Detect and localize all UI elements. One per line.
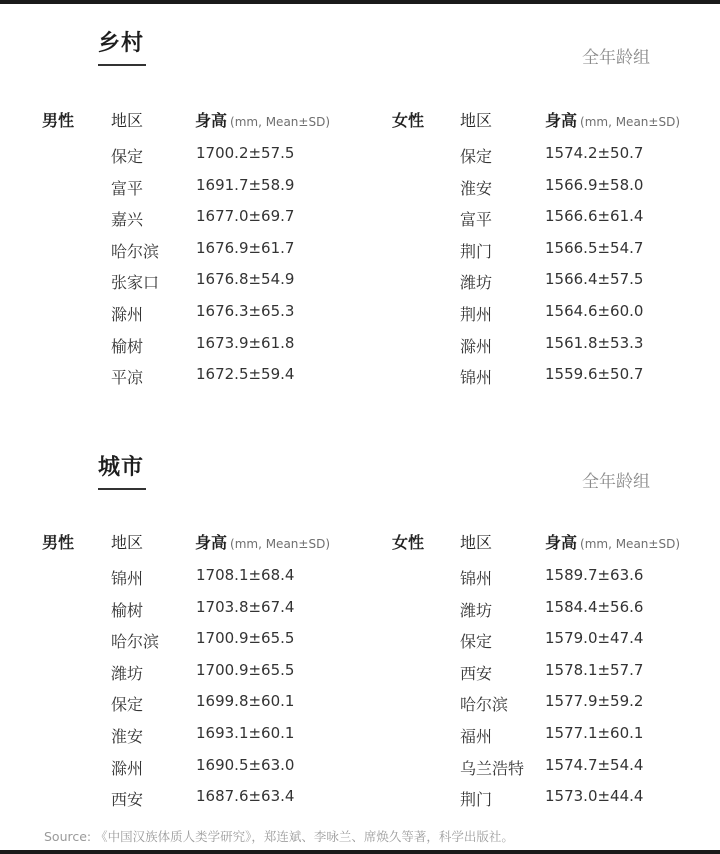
region-cell: 哈尔滨 <box>111 241 160 261</box>
height-value-cell: 1703.8±67.4 <box>196 597 295 616</box>
region-cell: 西安 <box>460 663 493 683</box>
table-row <box>111 598 361 630</box>
table-row <box>460 365 710 397</box>
height-value-cell: 1584.4±56.6 <box>545 597 644 616</box>
height-value-cell: 1699.8±60.1 <box>196 692 295 711</box>
female-rows <box>460 566 710 819</box>
region-cell: 荆门 <box>460 790 493 810</box>
region-cell: 嘉兴 <box>111 210 144 230</box>
region-cell: 滁州 <box>111 304 144 324</box>
table-row <box>460 692 710 724</box>
table-row <box>111 365 361 397</box>
region-cell: 哈尔滨 <box>111 632 160 652</box>
table-row <box>460 176 710 208</box>
age-group-label: 全年龄组 <box>582 48 650 68</box>
height-value-cell: 1693.1±60.1 <box>196 723 295 742</box>
table-row <box>111 756 361 788</box>
table-row <box>460 598 710 630</box>
male-rows <box>111 566 361 819</box>
region-header: 地区 <box>460 111 493 130</box>
height-header <box>545 530 680 553</box>
height-value-cell: 1589.7±63.6 <box>545 566 644 584</box>
female-header: 女性 <box>392 533 425 552</box>
region-cell: 保定 <box>460 147 493 166</box>
height-header <box>195 530 330 553</box>
section-title-underline <box>98 488 146 490</box>
region-cell: 淮安 <box>111 726 144 746</box>
section-title: 城市 <box>98 455 145 480</box>
height-value-cell: 1566.6±61.4 <box>545 207 644 226</box>
height-header <box>195 108 330 131</box>
urban-section <box>0 450 720 820</box>
height-value-cell: 1577.9±59.2 <box>545 692 644 711</box>
height-value-cell: 1574.7±54.4 <box>545 755 644 774</box>
section-title-underline <box>98 64 146 66</box>
male-rows <box>111 144 361 397</box>
height-value-cell: 1673.9±61.8 <box>196 333 295 352</box>
table-row <box>460 787 710 819</box>
table-row <box>460 144 710 176</box>
height-unit: (mm, Mean±SD) <box>230 537 330 551</box>
region-cell: 滁州 <box>111 758 144 778</box>
region-header: 地区 <box>460 533 493 552</box>
height-value-cell: 1559.6±50.7 <box>545 365 644 384</box>
height-header <box>545 108 680 131</box>
region-cell: 锦州 <box>111 569 144 588</box>
region-cell: 锦州 <box>460 569 493 588</box>
height-unit: (mm, Mean±SD) <box>230 115 330 129</box>
height-value-cell: 1579.0±47.4 <box>545 629 644 648</box>
region-cell: 荆州 <box>460 304 493 324</box>
region-cell: 荆门 <box>460 241 493 261</box>
bottom-border <box>0 850 720 854</box>
female-header: 女性 <box>392 111 425 130</box>
table-row <box>111 176 361 208</box>
male-header: 男性 <box>42 111 75 130</box>
height-value-cell: 1690.5±63.0 <box>196 755 295 774</box>
table-row <box>111 270 361 302</box>
region-header: 地区 <box>111 111 144 130</box>
table-row <box>111 661 361 693</box>
height-value-cell: 1700.9±65.5 <box>196 660 295 679</box>
region-cell: 保定 <box>111 695 144 715</box>
region-cell: 潍坊 <box>460 273 493 293</box>
height-value-cell: 1566.5±54.7 <box>545 238 644 257</box>
height-value-cell: 1573.0±44.4 <box>545 787 644 806</box>
table-row <box>460 270 710 302</box>
table-row <box>111 566 361 598</box>
region-cell: 保定 <box>111 147 144 166</box>
height-header-label: 身高 <box>545 533 578 552</box>
rural-section <box>0 26 720 396</box>
table-row <box>111 724 361 756</box>
section-title: 乡村 <box>98 31 145 56</box>
height-value-cell: 1687.6±63.4 <box>196 787 295 806</box>
height-value-cell: 1566.4±57.5 <box>545 270 644 289</box>
height-unit: (mm, Mean±SD) <box>580 115 680 129</box>
region-cell: 潍坊 <box>111 663 144 683</box>
table-row <box>111 144 361 176</box>
female-rows <box>460 144 710 397</box>
table-row <box>460 661 710 693</box>
region-cell: 滁州 <box>460 336 493 356</box>
height-value-cell: 1676.8±54.9 <box>196 270 295 289</box>
height-unit: (mm, Mean±SD) <box>580 537 680 551</box>
table-row <box>460 239 710 271</box>
region-cell: 锦州 <box>460 368 493 388</box>
table-row <box>111 787 361 819</box>
height-value-cell: 1672.5±59.4 <box>196 365 295 384</box>
height-value-cell: 1566.9±58.0 <box>545 175 644 194</box>
region-cell: 淮安 <box>460 178 493 198</box>
table-row <box>460 756 710 788</box>
height-value-cell: 1574.2±50.7 <box>545 144 644 162</box>
region-cell: 张家口 <box>111 273 160 293</box>
table-row <box>111 239 361 271</box>
table-row <box>460 207 710 239</box>
height-value-cell: 1578.1±57.7 <box>545 660 644 679</box>
region-cell: 乌兰浩特 <box>460 758 525 778</box>
height-header-label: 身高 <box>545 111 578 130</box>
table-row <box>111 302 361 334</box>
height-value-cell: 1676.3±65.3 <box>196 301 295 320</box>
table-row <box>111 334 361 366</box>
height-header-label: 身高 <box>195 111 228 130</box>
region-cell: 富平 <box>111 178 144 198</box>
age-group-label: 全年龄组 <box>582 472 650 492</box>
height-value-cell: 1700.9±65.5 <box>196 629 295 648</box>
height-value-cell: 1691.7±58.9 <box>196 175 295 194</box>
table-row <box>111 629 361 661</box>
region-cell: 哈尔滨 <box>460 695 509 715</box>
table-row <box>460 334 710 366</box>
table-row <box>460 566 710 598</box>
height-header-label: 身高 <box>195 533 228 552</box>
height-value-cell: 1564.6±60.0 <box>545 301 644 320</box>
height-value-cell: 1561.8±53.3 <box>545 333 644 352</box>
table-row <box>111 692 361 724</box>
region-cell: 平凉 <box>111 368 144 388</box>
region-cell: 潍坊 <box>460 600 493 620</box>
male-header: 男性 <box>42 533 75 552</box>
table-row <box>460 302 710 334</box>
height-value-cell: 1708.1±68.4 <box>196 566 295 584</box>
table-row <box>460 724 710 756</box>
source-citation: Source: 《中国汉族体质人类学研究》，郑连斌、李咏兰、席焕久等著，科学出版社。 <box>44 829 514 844</box>
table-row <box>460 629 710 661</box>
height-value-cell: 1677.0±69.7 <box>196 207 295 226</box>
region-cell: 榆树 <box>111 600 144 620</box>
height-value-cell: 1676.9±61.7 <box>196 238 295 257</box>
height-value-cell: 1700.2±57.5 <box>196 144 295 162</box>
region-header: 地区 <box>111 533 144 552</box>
height-value-cell: 1577.1±60.1 <box>545 723 644 742</box>
region-cell: 西安 <box>111 790 144 810</box>
table-row <box>111 207 361 239</box>
region-cell: 保定 <box>460 632 493 652</box>
region-cell: 榆树 <box>111 336 144 356</box>
region-cell: 富平 <box>460 210 493 230</box>
region-cell: 福州 <box>460 726 493 746</box>
top-border <box>0 0 720 4</box>
